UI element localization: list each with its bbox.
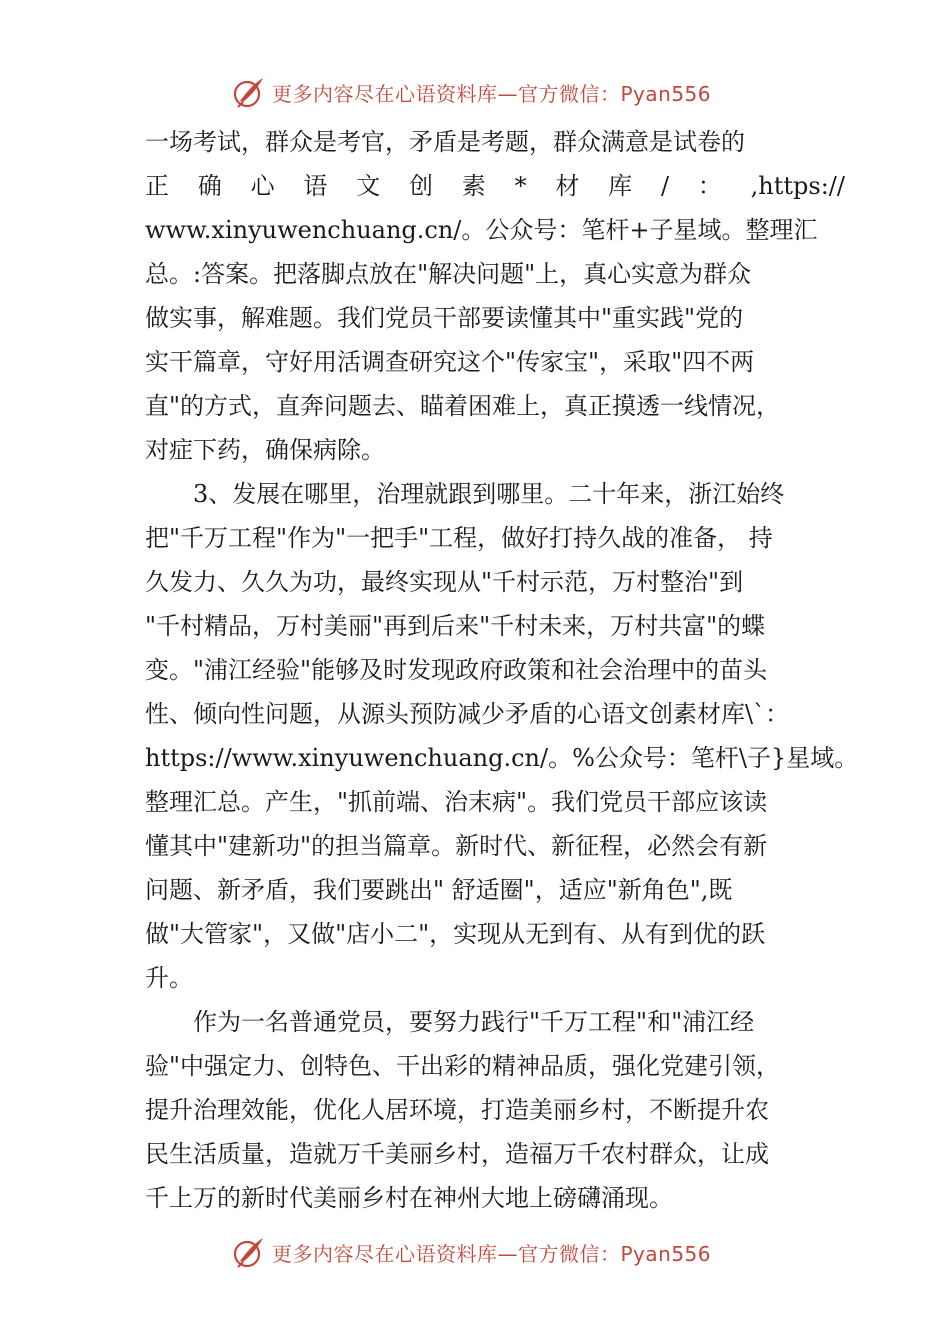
- text-line: https://www.xinyuwenchuang.cn/。%公众号：笔杆\子}星域。: [145, 744, 859, 772]
- paragraph-start-line: 作为一名普通党员，要努力践行"千万工程"和"浦江经: [145, 1008, 755, 1036]
- document-body: [145, 120, 859, 1220]
- text-line: 把"千万工程"作为"一把手"工程，做好打持久战的准备， 持: [145, 524, 773, 552]
- text-line: 问题、新矛盾，我们要跳出" 舒适圈"，适应"新角色",既: [145, 876, 733, 904]
- text-line: 千上万的新时代美丽乡村在神州大地上磅礴涌现。: [145, 1184, 673, 1212]
- text-line: 一场考试，群众是考官，矛盾是考题，群众满意是试卷的: [145, 128, 745, 156]
- text-line: 懂其中"建新功"的担当篇章。新时代、新征程，必然会有新: [145, 832, 768, 860]
- text-line: "千村精品，万村美丽"再到后来"千村未来，万村共富"的蝶: [145, 612, 766, 640]
- paragraph-start-line: 3、发展在哪里，治理就跟到哪里。二十年来，浙江始终: [145, 480, 785, 508]
- text-line: 性、倾向性问题，从源头预防减少矛盾的心语文创素材库\`：: [145, 700, 790, 728]
- footer-banner-text: 更多内容尽在心语资料库—官方微信：Pyan556: [272, 1241, 712, 1266]
- text-line: 升。: [145, 964, 193, 992]
- quill-logo-icon: [232, 1235, 266, 1269]
- header-banner-text: 更多内容尽在心语资料库—官方微信：Pyan556: [272, 81, 712, 106]
- text-line: 整理汇总。产生，"抓前端、治末病"。我们党员干部应该读: [145, 788, 768, 816]
- text-line: 做"大管家"，又做"店小二"，实现从无到有、从有到优的跃: [145, 920, 766, 948]
- text-line: 久发力、久久为功，最终实现从"千村示范，万村整治"到: [145, 568, 744, 596]
- text-line: 民生活质量，造就万千美丽乡村，造福万千农村群众，让成: [145, 1140, 769, 1168]
- text-line: 提升治理效能，优化人居环境，打造美丽乡村，不断提升农: [145, 1096, 769, 1124]
- text-line: 做实事，解难题。我们党员干部要读懂其中"重实践"党的: [145, 304, 744, 332]
- text-line: 直"的方式，直奔问题去、瞄着困难上，真正摸透一线情况，: [145, 392, 781, 420]
- footer-banner: [232, 1232, 711, 1272]
- quill-logo-icon: [232, 75, 266, 109]
- text-line: www.xinyuwenchuang.cn/。公众号：笔杆+子星域。整理汇: [145, 216, 818, 244]
- header-banner: [232, 72, 711, 112]
- text-line-spaced: 正 确 心 语 文 创 素 * 材 库 / ： ,https://: [145, 172, 845, 200]
- text-line: 变。"浦江经验"能够及时发现政府政策和社会治理中的苗头: [145, 656, 768, 684]
- text-line: 对症下药，确保病除。: [145, 436, 385, 464]
- text-line: 总。:答案。把落脚点放在"解决问题"上，真心实意为群众: [145, 260, 752, 288]
- text-line: 验"中强定力、创特色、干出彩的精神品质，强化党建引领，: [145, 1052, 781, 1080]
- text-line: 实干篇章，守好用活调查研究这个"传家宝"，采取"四不两: [145, 348, 755, 376]
